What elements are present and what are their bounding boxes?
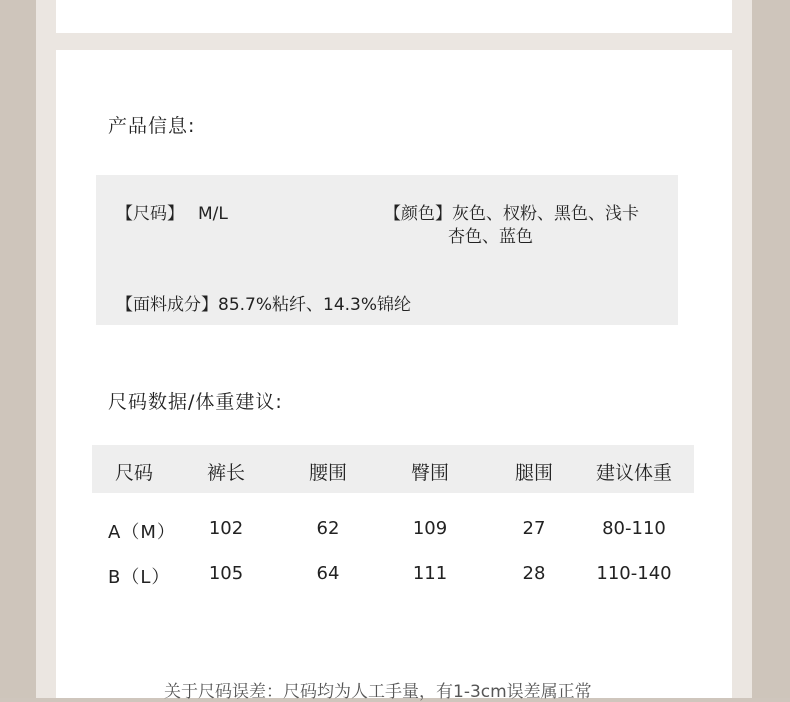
- fabric-value: 85.7%粘纤、14.3%锦纶: [218, 295, 412, 315]
- table-header-cell: 裤长: [206, 462, 245, 484]
- size-data-heading: 尺码数据/体重建议:: [108, 391, 283, 413]
- fabric-info: [116, 290, 411, 315]
- color-info: [384, 199, 639, 224]
- table-header-cell: 臀围: [410, 462, 449, 484]
- table-cell: 105: [208, 563, 244, 584]
- content-card: [56, 50, 732, 698]
- color-value-line1: 灰色、杈粉、黑色、浅卡: [452, 204, 639, 224]
- product-info-heading: 产品信息:: [108, 115, 196, 137]
- right-border: [752, 0, 790, 698]
- table-cell: 80-110: [602, 518, 666, 539]
- size-value: M/L: [198, 204, 228, 224]
- table-header-cell: 尺码: [114, 462, 153, 484]
- top-card: [56, 0, 732, 33]
- table-cell: 102: [208, 518, 244, 539]
- table-cell: 111: [412, 563, 448, 584]
- size-error-note: 关于尺码误差：尺码均为人工手量，有1-3cm误差属正常: [164, 682, 592, 702]
- table-row-size: B（L）: [108, 567, 171, 588]
- color-value-line2: 杏色、蓝色: [448, 227, 533, 247]
- table-header-cell: 建议体重: [595, 462, 672, 484]
- table-cell: 64: [316, 563, 340, 584]
- table-cell: 62: [316, 518, 340, 539]
- color-label: 【颜色】: [384, 204, 452, 224]
- table-header-cell: 腰围: [308, 462, 347, 484]
- table-cell: 27: [522, 518, 546, 539]
- left-border: [0, 0, 36, 698]
- table-cell: 109: [412, 518, 448, 539]
- table-row-size: A（M）: [108, 522, 176, 543]
- size-info: [116, 199, 228, 224]
- table-cell: 110-140: [596, 563, 672, 584]
- table-header-cell: 腿围: [514, 462, 553, 484]
- size-label: 【尺码】: [116, 204, 184, 224]
- fabric-label: 【面料成分】: [116, 295, 218, 315]
- table-cell: 28: [522, 563, 546, 584]
